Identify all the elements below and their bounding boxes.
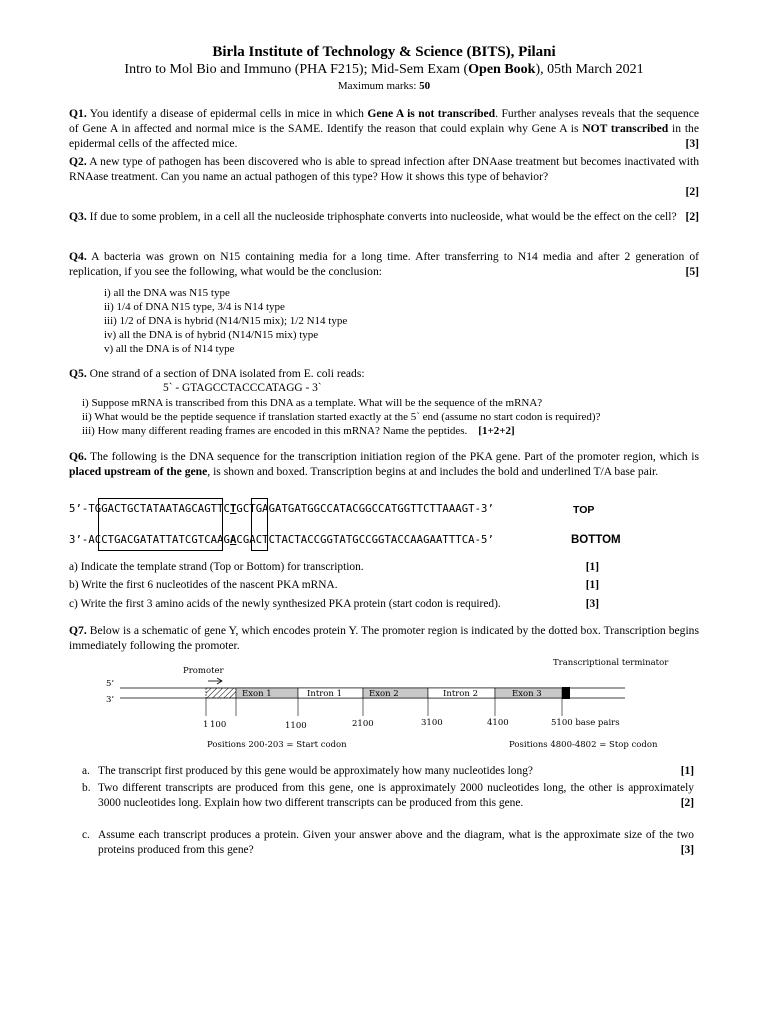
max-marks-value: 50 [419,80,431,92]
q5-text: One strand of a section of DNA isolated from E. coli reads: [86,367,365,380]
q6-part-c-marks: [3] [585,598,599,610]
q3-text: If due to some problem, in a cell all the nucleoside triphosphate converts into nucleoside, what would be the effect on the cell? [86,210,677,223]
q4-option: i) all the DNA was N15 type [104,287,230,299]
q4-option: iii) 1/2 of DNA is hybrid (N14/N15 mix); 1/2 N14 type [104,315,348,327]
q1-marks: [3] [685,137,699,151]
position-label: 100 [210,720,227,730]
q7-part-a-text: The transcript first produced by this gene would be approximately how many nucleotides long? [98,765,533,777]
position-label: 3100 [421,718,443,728]
q7-number: Q7. [69,624,87,637]
q7-part-b-marks: [2] [680,796,694,809]
question-2 [69,154,699,199]
q6-bold: placed upstream of the gene [69,465,208,479]
q4-option: ii) 1/4 of DNA N15 type, 3/4 is N14 type [104,301,285,313]
course-prefix: Intro to Mol Bio and Immuno (PHA F215); Mid-Sem Exam ( [124,62,469,77]
q2-number: Q2. [69,155,87,168]
q7-part-b [82,781,694,811]
question-7 [69,623,699,653]
q6-part-c-text: c) Write the first 3 amino acids of the newly synthesized PKA protein (start codon is required). [69,598,501,610]
q5-sequence: 5` - GTAGCCTACCCATAGG - 3` [163,382,322,394]
question-4 [69,249,699,279]
q5-number: Q5. [69,367,87,380]
q4-text: A bacteria was grown on N15 containing media for a long time. After transferring to N14 media and after 2 generation of replication, if you see the following, what would be the conclusion: [69,250,699,279]
q5-part-iii-text: iii) How many different reading frames are encoded in this mRNA? Name the peptides. [82,425,468,437]
question-1 [69,106,699,151]
promoter-region [206,688,236,698]
q7-part-b-text: Two different transcripts are produced from this gene, one is approximately 2000 nucleotides long, the other is approximately 3000 nucleotides long. Explain how two different transcripts can be produced from this gene. [98,782,694,809]
q6-part-b-text: b) Write the first 6 nucleotides of the nascent PKA mRNA. [69,579,338,591]
q4-option: v) all the DNA is of N14 type [104,343,235,355]
q4-number: Q4. [69,250,87,263]
question-5 [69,366,699,381]
q1-text-3: in the epidermal cells of the affected mice. [69,122,699,151]
start-codon-note: Positions 200-203 = Start codon [207,740,347,750]
terminator-region [562,687,570,699]
position-label: 5100 base pairs [551,718,620,728]
bottom-label: BOTTOM [571,534,621,546]
q6-part-a-text: a) Indicate the template strand (Top or Bottom) for transcription. [69,561,364,573]
max-marks [0,79,768,93]
five-prime-label: 5’ [106,679,115,689]
q5-part-iii [82,424,515,438]
q1-text-2: . Further analyses reveals that the sequence of Gene A in affected and normal mice is the SAME. Identify the reason that could explain why Gene A is [69,107,700,136]
institute-title: Birla Institute of Technology & Science (BITS), Pilani [212,44,556,60]
q1-bold-2: NOT transcribed [582,122,669,136]
q4-marks: [5] [685,265,699,279]
q7-part-a-marks: [1] [680,765,694,777]
course-bold: Open Book [468,62,536,77]
q7-part-c [82,828,694,858]
q7-part-a-label: a. [82,765,90,777]
question-3 [69,209,699,224]
terminator-label: Transcriptional terminator [553,658,669,668]
q6-part-b-marks: [1] [585,579,599,591]
three-prime-label: 3’ [106,695,115,705]
promoter-label: Promoter [183,666,224,676]
q5-part-i: i) Suppose mRNA is transcribed from this DNA as a template. What will be the sequence of the mRNA? [82,397,543,409]
segment-label: Intron 2 [443,689,479,699]
max-marks-label: Maximum marks: [337,80,420,92]
top-strand-start: T [229,503,237,515]
arrow-right-icon [208,678,222,684]
gene-y-diagram [0,650,768,760]
question-6 [69,449,699,479]
q5-part-ii: ii) What would be the peptide sequence if translation started exactly at the 5` end (assume no start codon is required)? [82,411,601,423]
q7-part-c-text: Assume each transcript produces a protein. Given your answer above and the diagram, what is the approximate size of the two proteins produced from this gene? [98,829,694,856]
top-strand-c: GCTGAGATGATGGCCATACGGCCATGGTTCTTAAAGT-3’ [236,503,494,515]
q7-text: Below is a schematic of gene Y, which encodes protein Y. The promoter region is indicated by the dotted box. Transcription begins immediately following the promoter. [69,624,699,653]
q7-part-c-label: c. [82,829,90,841]
top-strand-a: 5’-TGGACTGCTATAATAGCAGTTC [69,503,230,515]
stop-codon-note: Positions 4800-4802 = Stop codon [509,740,658,750]
q7-part-a [82,764,694,779]
q6-part-a-marks: [1] [585,561,599,573]
q6-text-2: , is shown and boxed. Transcription begins at and includes the bold and underlined T/A base pair. [207,465,659,479]
q1-text-1: You identify a disease of epidermal cells in mice in which [86,107,368,120]
position-ticks [206,698,562,716]
position-label: 2100 [352,719,374,729]
segment-label: Exon 2 [369,689,399,699]
q6-text-1: The following is the DNA sequence for the transcription initiation region of the PKA gene. Part of the promoter region, which is [86,450,699,463]
top-label: TOP [573,504,595,516]
q6-part-c [69,597,599,612]
bottom-strand-start: A [229,534,237,546]
q1-bold-1: Gene A is not transcribed [367,107,496,120]
position-label: 1 [203,720,209,730]
q6-part-a [69,560,599,575]
q6-number: Q6. [69,450,87,463]
q3-marks: [2] [685,210,699,223]
q1-number: Q1. [69,107,87,120]
start-box [251,498,268,551]
q7-part-b-label: b. [82,782,91,794]
q6-part-b [69,578,599,593]
segment-label: Intron 1 [307,689,343,699]
q2-text: A new type of pathogen has been discovered who is able to spread infection after DNAase treatment but becomes inactivated with RNAase treatment. Can you name an actual pathogen of this type? How it shows this type of behavior? [69,155,699,184]
segment-label: Exon 1 [242,689,272,699]
position-label: 4100 [487,718,509,728]
bottom-strand-a: 3’-ACCTGACGATATTATCGTCAAG [69,534,230,546]
q3-number: Q3. [69,210,87,223]
q2-marks: [2] [685,185,699,199]
promoter-box [98,498,223,551]
course-line [0,61,768,79]
q4-option: iv) all the DNA is of hybrid (N14/N15 mix) type [104,329,319,341]
q5-marks: [1+2+2] [478,425,515,437]
course-suffix: ), 05th March 2021 [535,62,644,77]
bottom-strand-c: CGACTCTACTACCGGTATGCCGGTACCAAGAATTTCA-5’ [236,534,494,546]
q7-part-c-marks: [3] [680,843,694,856]
position-label: 1100 [285,721,307,731]
segment-label: Exon 3 [512,689,542,699]
